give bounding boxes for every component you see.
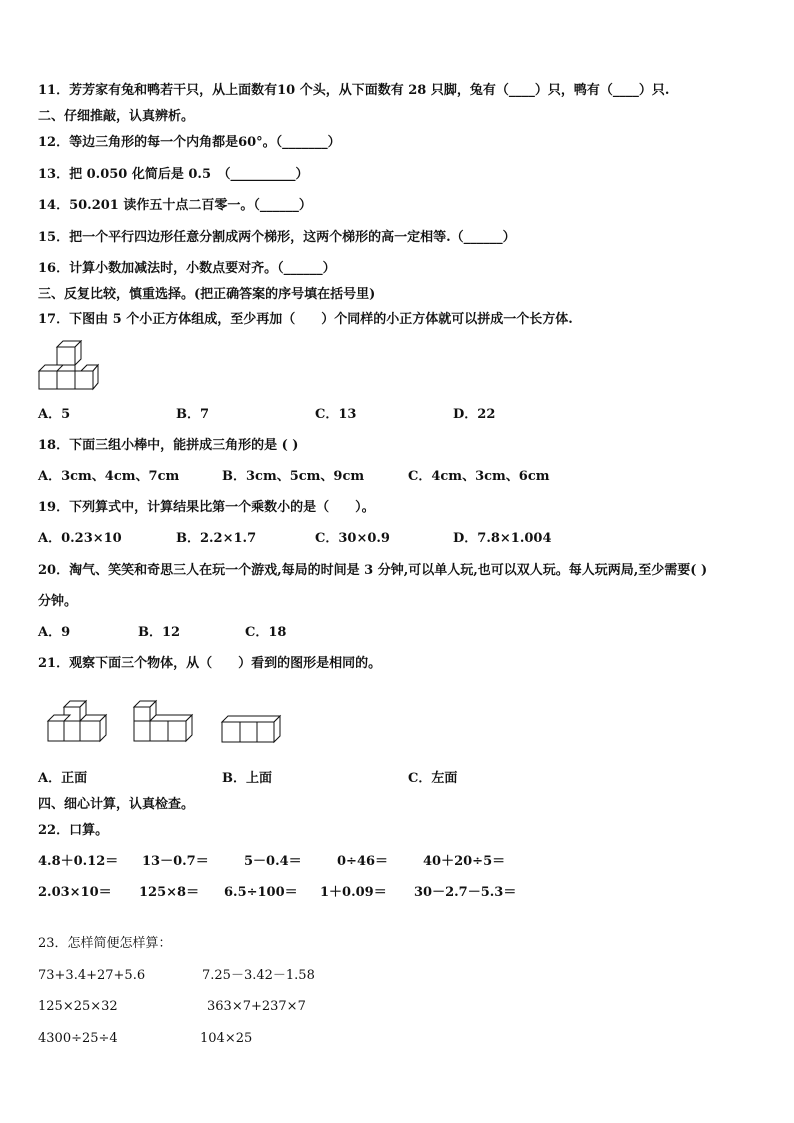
simplify-row-2 [0,998,794,1016]
mental-math-item: 5－0.4＝ [244,854,302,869]
question-14: 14．50.201 读作五十点二百零一。（______） [38,198,312,213]
mental-math-item: 2.03×10＝ [38,885,112,900]
q17-option-d[interactable]: D．22 [453,407,496,422]
question-20-options [0,624,794,642]
q19-option-a[interactable]: A．0.23×10 [38,531,122,546]
question-21-stem: 21．观察下面三个物体，从（ ）看到的图形是相同的。 [38,656,382,671]
q17-option-b[interactable]: B．7 [176,407,210,422]
section-3-heading: 三、反复比较，慎重选择。(把正确答案的序号填在括号里) [38,287,376,302]
mental-math-row-2 [0,884,794,902]
question-11: 11．芳芳家有兔和鸭若干只，从上面数有10 个头，从下面数有 28 只脚，兔有（____）只，鸭有（____）只. [38,83,670,98]
mental-math-item: 4.8＋0.12＝ [38,854,119,869]
mental-math-item: 40＋20÷5＝ [423,854,506,869]
mental-math-item: 13－0.7＝ [142,854,209,869]
simplify-row-3 [0,1030,794,1048]
simplify-item: 4300÷25÷4 [38,1031,118,1046]
question-20-stem-line1: 20．淘气、笑笑和奇思三人在玩一个游戏,每局的时间是 3 分钟,可以单人玩,也可以双人玩。每人玩两局,至少需要( ) [38,563,708,578]
question-22-stem: 22．口算。 [38,823,109,838]
simplify-item: 125×25×32 [38,999,118,1014]
q19-option-c[interactable]: C．30×0.9 [315,531,390,546]
object-3-figure [218,712,284,746]
section-2-heading: 二、仔细推敲，认真辨析。 [38,109,195,124]
question-18-stem: 18．下面三组小棒中，能拼成三角形的是 ( ) [38,438,299,453]
question-16: 16．计算小数加减法时，小数点要对齐。（______） [38,261,336,276]
q17-option-a[interactable]: A．5 [38,407,71,422]
mental-math-row-1 [0,853,794,871]
question-21-options [0,770,794,788]
question-19-options [0,530,794,548]
mental-math-item: 1＋0.09＝ [320,885,387,900]
simplify-item: 7.25－3.42－1.58 [202,968,315,983]
question-20-stem-line2: 分钟。 [38,594,78,609]
q20-option-a[interactable]: A．9 [38,625,71,640]
q19-option-d[interactable]: D．7.8×1.004 [453,531,552,546]
q21-option-b[interactable]: B．上面 [222,771,272,786]
q20-option-b[interactable]: B．12 [138,625,181,640]
cube-stack-figure-q17 [36,340,102,392]
simplify-item: 363×7+237×7 [207,999,306,1014]
question-18-options [0,468,794,486]
q21-option-c[interactable]: C．左面 [408,771,458,786]
question-12: 12．等边三角形的每一个内角都是60°。（_______） [38,135,341,150]
question-19-stem: 19．下列算式中，计算结果比第一个乘数小的是（ ）。 [38,500,375,515]
mental-math-item: 6.5÷100＝ [224,885,298,900]
simplify-item: 73+3.4+27+5.6 [38,968,146,983]
question-13: 13．把 0.050 化简后是 0.5 （__________） [38,167,309,182]
q18-option-a[interactable]: A．3cm、4cm、7cm [38,469,180,484]
mental-math-item: 0÷46＝ [337,854,389,869]
mental-math-item: 30－2.7－5.3＝ [414,885,517,900]
q20-option-c[interactable]: C．18 [245,625,287,640]
mental-math-item: 125×8＝ [139,885,200,900]
q18-option-c[interactable]: C．4cm、3cm、6cm [408,469,550,484]
simplify-item: 104×25 [200,1031,253,1046]
question-15: 15．把一个平行四边形任意分割成两个梯形，这两个梯形的高一定相等.（______） [38,230,516,245]
question-17-stem: 17．下图由 5 个小正方体组成，至少再加（ ）个同样的小正方体就可以拼成一个长方体. [38,312,573,327]
question-17-options [0,406,794,424]
q21-option-a[interactable]: A．正面 [38,771,88,786]
object-1-figure [44,698,110,746]
q18-option-b[interactable]: B．3cm、5cm、9cm [222,469,365,484]
q17-option-c[interactable]: C．13 [315,407,357,422]
question-23-stem: 23．怎样简便怎样算： [38,936,172,951]
object-2-figure [130,698,196,746]
q19-option-b[interactable]: B．2.2×1.7 [176,531,257,546]
simplify-row-1 [0,967,794,985]
section-4-heading: 四、细心计算，认真检查。 [38,797,195,812]
